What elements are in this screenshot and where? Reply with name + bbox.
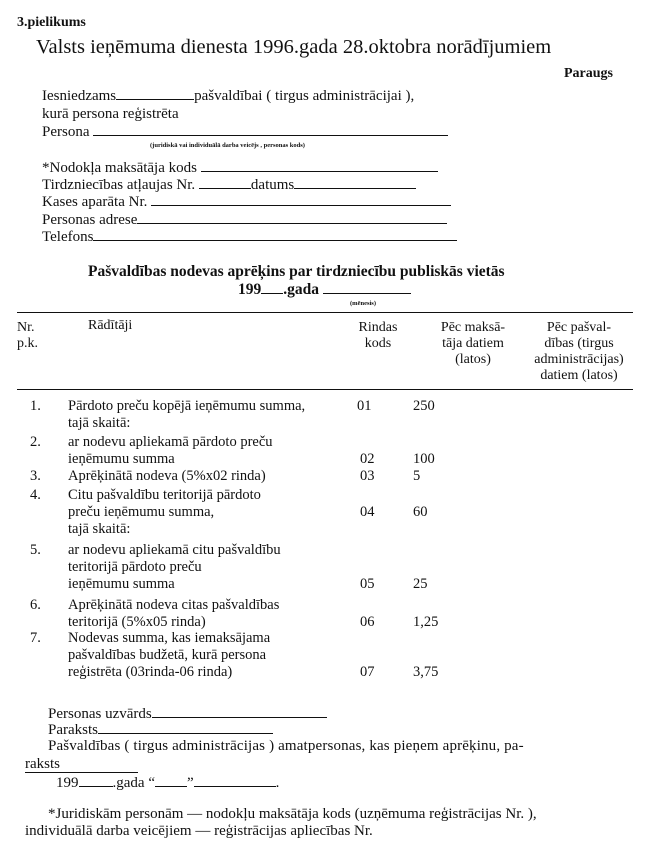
address-blank bbox=[137, 222, 447, 224]
row-indicator-text: ieņēmumu summa bbox=[68, 451, 175, 467]
official-signature-blank bbox=[25, 772, 138, 773]
official-signature-line: raksts bbox=[25, 756, 60, 772]
municipality-blank bbox=[116, 98, 194, 100]
row-payer-value: 3,75 bbox=[413, 664, 439, 680]
surname-blank bbox=[152, 716, 327, 718]
row-number: 7. bbox=[30, 630, 41, 646]
row-indicator-text: teritorijā pārdoto preču bbox=[68, 559, 202, 575]
row-payer-value: 250 bbox=[413, 398, 435, 414]
date-field: 199 .gada “ ” . bbox=[56, 775, 280, 791]
row-code: 05 bbox=[360, 576, 375, 592]
person-field: Persona bbox=[42, 124, 448, 141]
tax-code-blank bbox=[201, 170, 438, 172]
row-indicator-text: pašvaldības budžetā, kurā persona bbox=[68, 647, 267, 663]
cash-register-blank bbox=[151, 204, 451, 206]
table-top-rule bbox=[17, 312, 633, 313]
row-indicator-text: Aprēķinātā nodeva (5%x02 rinda) bbox=[68, 468, 266, 484]
row-payer-value: 5 bbox=[413, 468, 421, 484]
appendix-label: 3.pielikums bbox=[17, 15, 86, 30]
signature-blank bbox=[98, 732, 273, 734]
date-month-blank bbox=[194, 785, 276, 787]
row-number: 1. bbox=[30, 398, 41, 414]
calc-heading: Pašvaldības nodevas aprēķins par tirdzniecību publiskās vietās bbox=[88, 263, 505, 280]
person-blank bbox=[93, 134, 448, 136]
row-indicator-text: ar nodevu apliekamā citu pašvaldību bbox=[68, 542, 281, 558]
row-code: 02 bbox=[360, 451, 375, 467]
phone-blank bbox=[93, 239, 457, 241]
row-indicator-text: tajā skaitā: bbox=[68, 415, 131, 431]
phone-field: Telefons bbox=[42, 229, 457, 246]
footnote-line2: individuālā darba veicējiem — reģistrācijas apliecības Nr. bbox=[25, 823, 373, 839]
year-blank bbox=[261, 292, 283, 294]
submit-to-line: Iesniedzams pašvaldībai ( tirgus administrācijai ), bbox=[42, 88, 415, 104]
row-indicator-text: ieņēmumu summa bbox=[68, 576, 175, 592]
person-note: (juridiskā vai individuālā darba veicējs , personas kods) bbox=[150, 142, 305, 149]
row-indicator-text: ar nodevu apliekamā pārdoto preču bbox=[68, 434, 273, 450]
row-code: 06 bbox=[360, 614, 375, 630]
row-code: 03 bbox=[360, 468, 375, 484]
row-indicator-text: Citu pašvaldību teritorijā pārdoto bbox=[68, 487, 261, 503]
permit-number-blank bbox=[199, 187, 251, 189]
col-indicators-header: Rādītāji bbox=[88, 318, 133, 333]
row-payer-value: 1,25 bbox=[413, 614, 439, 630]
row-indicator-text: tajā skaitā: bbox=[68, 521, 131, 537]
row-indicator-text: teritorijā (5%x05 rinda) bbox=[68, 614, 206, 630]
row-code: 07 bbox=[360, 664, 375, 680]
cash-register-field: Kases aparāta Nr. bbox=[42, 194, 451, 211]
col-code-header: Rindas kods bbox=[358, 320, 398, 351]
registered-line: kurā persona reģistrēta bbox=[42, 106, 179, 122]
row-number: 5. bbox=[30, 542, 41, 558]
row-number: 6. bbox=[30, 597, 41, 613]
row-number: 2. bbox=[30, 434, 41, 450]
row-indicator-text: preču ieņēmumu summa, bbox=[68, 504, 215, 520]
tax-code-field: *Nodokļa maksātāja kods bbox=[42, 160, 438, 177]
month-note: (mēnesis) bbox=[350, 300, 376, 307]
row-code: 04 bbox=[360, 504, 375, 520]
row-payer-value: 60 bbox=[413, 504, 428, 520]
row-code: 01 bbox=[357, 398, 372, 414]
footnote-line1: *Juridiskām personām — nodokļu maksātāja kods (uzņēmuma reģistrācijas Nr. ), bbox=[48, 806, 537, 822]
row-indicator-text: Aprēķinātā nodeva citas pašvaldības bbox=[68, 597, 280, 613]
month-blank bbox=[323, 292, 411, 294]
address-field: Personas adrese bbox=[42, 212, 447, 229]
col-municipality-header: Pēc pašval- dības (tirgus administrācijas) datiem (latos) bbox=[534, 320, 624, 383]
row-payer-value: 25 bbox=[413, 576, 428, 592]
official-signature-text: Pašvaldības ( tirgus administrācijas ) amatpersonas, kas pieņem aprēķinu, pa- bbox=[48, 738, 524, 754]
row-payer-value: 100 bbox=[413, 451, 435, 467]
document-title: Valsts ieņēmuma dienesta 1996.gada 28.oktobra norādījumiem bbox=[36, 36, 552, 58]
permit-date-blank bbox=[294, 187, 416, 189]
row-number: 3. bbox=[30, 468, 41, 484]
surname-field: Personas uzvārds bbox=[48, 706, 327, 723]
row-indicator-text: reģistrēta (03rinda-06 rinda) bbox=[68, 664, 233, 680]
row-indicator-text: Pārdoto preču kopējā ieņēmumu summa, bbox=[68, 398, 306, 414]
date-day-blank bbox=[155, 785, 187, 787]
sample-label: Paraugs bbox=[564, 66, 613, 81]
col-nr-header: Nr. p.k. bbox=[17, 320, 38, 351]
row-number: 4. bbox=[30, 487, 41, 503]
row-indicator-text: Nodevas summa, kas iemaksājama bbox=[68, 630, 271, 646]
table-header-rule bbox=[17, 389, 633, 390]
permit-field: Tirdzniecības atļaujas Nr. datums bbox=[42, 177, 416, 194]
date-year-blank bbox=[79, 785, 113, 787]
period-line: 199 .gada bbox=[238, 281, 411, 299]
col-payer-header: Pēc maksā- tāja datiem (latos) bbox=[440, 320, 506, 367]
signature-field: Paraksts bbox=[48, 722, 273, 739]
